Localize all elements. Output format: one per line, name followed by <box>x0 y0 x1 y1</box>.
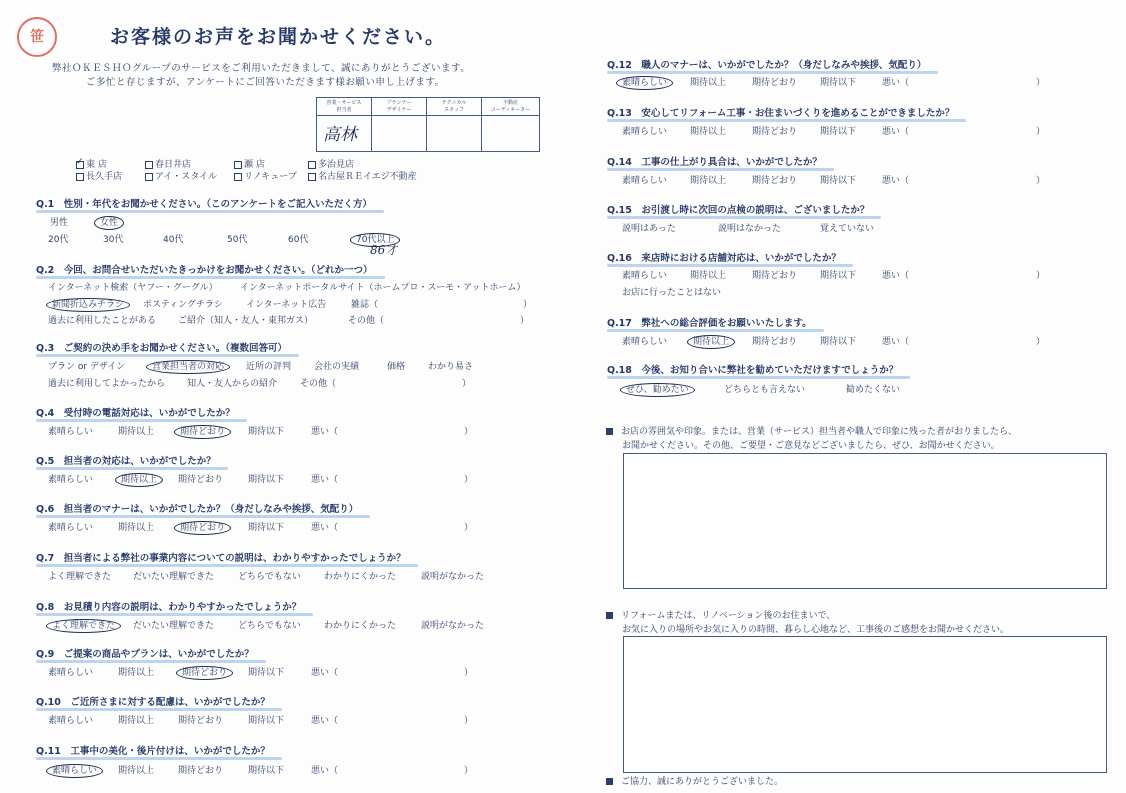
option-other[interactable]: その他（ <box>348 316 385 326</box>
paren-close: ） <box>1036 176 1046 186</box>
question-heading: Q.7 担当者による弊社の事業内容についての説明は、わかりやすかったでしょうか？ <box>36 550 406 564</box>
paren-close: ） <box>462 379 472 389</box>
comment-prompt-1: お店の雰囲気や印象。または、営業（サービス）担当者や職人で印象に残った者がおりましたら、 <box>606 424 1017 437</box>
handwritten-age: 86才 <box>370 243 398 257</box>
comment-box-1[interactable] <box>623 453 1107 589</box>
option[interactable]: わかりにくかった <box>324 572 397 582</box>
square-bullet-icon <box>606 778 613 785</box>
option[interactable]: よく理解できた <box>48 572 112 582</box>
store-checkbox[interactable]: 長久手店 <box>76 169 122 182</box>
paren-close: ） <box>1036 127 1046 137</box>
option[interactable]: 期待以上 <box>690 127 727 137</box>
option-other[interactable]: 悪い（ <box>311 475 339 485</box>
paren-close: ） <box>1036 337 1046 347</box>
option[interactable]: 60代 <box>288 235 309 245</box>
question-heading: Q.8 お見積り内容の説明は、わかりやすかったでしょうか？ <box>36 599 301 613</box>
store-checkbox[interactable]: 名古屋ＲＥイエジ不動産 <box>308 169 417 182</box>
option[interactable]: どちらとも言えない <box>724 385 806 395</box>
question-heading: Q.6 担当者のマナーは、いかがでしたか？（身だしなみや挨拶、気配り） <box>36 501 358 515</box>
option-other[interactable]: 悪い（ <box>882 337 910 347</box>
option-other[interactable]: 悪い（ <box>311 427 339 437</box>
option[interactable]: わかり易さ <box>428 362 474 372</box>
paren-close: ） <box>523 300 533 310</box>
option[interactable]: 近所の評判 <box>246 362 292 372</box>
question-heading: Q.1 性別・年代をお聞かせください。（このアンケートをご記入いただく方） <box>36 196 372 210</box>
option[interactable]: 知人・友人からの紹介 <box>187 379 278 389</box>
option[interactable]: お店に行ったことはない <box>622 288 722 298</box>
paren-close: ） <box>1036 271 1046 281</box>
question-heading: Q.13 安心してリフォーム工事・お住まいづくりを進めることができましたか？ <box>607 105 954 119</box>
option[interactable]: 期待以下 <box>248 766 285 776</box>
option[interactable]: 男性 <box>50 218 69 228</box>
option[interactable]: 過去に利用してよかったから <box>48 379 166 389</box>
option[interactable]: 期待以下 <box>820 337 857 347</box>
option[interactable]: 期待以下 <box>248 716 285 726</box>
option[interactable]: 期待以下 <box>248 427 285 437</box>
option-other[interactable]: 悪い（ <box>311 766 339 776</box>
checkbox-icon <box>308 161 316 169</box>
option-other[interactable]: 悪い（ <box>882 271 910 281</box>
comment-prompt-2b: お気に入りの場所やお気に入りの時間、暮らし心地など、工事後のご感想をお聞かせください。 <box>622 625 1010 635</box>
option[interactable]: 期待どおり <box>178 766 224 776</box>
option-other[interactable]: 悪い（ <box>311 523 339 533</box>
option[interactable]: 素晴らしい <box>48 475 94 485</box>
staff-header-technical: テクニカル スタッフ <box>427 99 481 116</box>
seal-stamp: 笹 <box>17 17 57 57</box>
option[interactable]: どちらでもない <box>238 621 301 631</box>
question-heading: Q.10 ご近所さまに対する配慮は、いかがでしたか？ <box>36 694 270 708</box>
option[interactable]: ご紹介（知人・友人・東邦ガス） <box>178 316 314 326</box>
option[interactable]: 期待以下 <box>248 475 285 485</box>
option[interactable]: 説明はなかった <box>718 224 782 234</box>
option-selected[interactable]: ぜひ、勧めたい <box>620 383 695 397</box>
store-checkbox[interactable]: 瀬 店 <box>234 157 265 170</box>
intro-line-1: 弊社ＯＫＥＳＨＯグループのサービスをご利用いただきまして、誠にありがとうございます。 <box>52 63 471 74</box>
option[interactable]: 期待以下 <box>248 523 285 533</box>
checkbox-icon <box>145 161 153 169</box>
question-heading: Q.9 ご提案の商品やプランは、いかがでしたか？ <box>36 646 254 660</box>
option[interactable]: インターネット広告 <box>246 300 327 310</box>
staff-header-planner: プランナー デザイナー <box>372 99 426 116</box>
option-other[interactable]: 悪い（ <box>882 176 910 186</box>
option[interactable]: 期待どおり <box>752 176 798 186</box>
option[interactable]: だいたい理解できた <box>133 572 215 582</box>
option[interactable]: 期待以上 <box>118 668 155 678</box>
option[interactable]: 期待以上 <box>690 176 727 186</box>
paren-close: ） <box>464 475 474 485</box>
staff-header-sales: 営業・サービス 担当者 <box>317 99 371 116</box>
option[interactable]: 会社の実績 <box>314 362 360 372</box>
store-checkbox[interactable]: 春日井店 <box>145 157 191 170</box>
option[interactable]: 20代 <box>48 235 69 245</box>
question-heading: Q.3 ご契約の決め手をお聞かせください。（複数回答可） <box>36 340 287 354</box>
option[interactable]: 素晴らしい <box>48 523 94 533</box>
checkbox-icon <box>145 173 153 181</box>
option[interactable]: 期待以下 <box>820 127 857 137</box>
option[interactable]: 素晴らしい <box>622 127 668 137</box>
store-checkbox[interactable]: リノキューブ <box>234 169 297 182</box>
option[interactable]: 30代 <box>103 235 124 245</box>
option[interactable]: 期待どおり <box>752 271 798 281</box>
staff-header-realestate: 不動産 コーディネーター <box>482 99 539 116</box>
question-heading: Q.15 お引渡し時に次回の点検の説明は、ございましたか？ <box>607 202 869 216</box>
option-selected[interactable]: 70代以上 <box>350 233 400 247</box>
question-heading: Q.18 今後、お知り合いに弊社を勧めていただけますでしょうか？ <box>607 362 898 376</box>
option[interactable]: 期待どおり <box>178 716 224 726</box>
thanks-line: ご協力、誠にありがとうございました。 <box>606 774 783 787</box>
option[interactable]: ポスティングチラシ <box>143 300 223 310</box>
question-heading: Q.5 担当者の対応は、いかがでしたか？ <box>36 453 216 467</box>
option[interactable]: 覚えていない <box>820 224 875 234</box>
question-heading: Q.2 今回、お問合せいただいたきっかけをお聞かせください。（どれか一つ） <box>36 262 373 276</box>
option[interactable]: 期待以下 <box>820 78 857 88</box>
paren-close: ） <box>464 716 474 726</box>
checkbox-icon <box>234 161 242 169</box>
staff-sales-name: 高林 <box>323 125 357 145</box>
option[interactable]: 説明はあった <box>622 224 676 234</box>
square-bullet-icon <box>606 612 613 619</box>
checkbox-checked-icon <box>76 161 84 169</box>
staff-table <box>316 97 540 152</box>
option[interactable]: プラン or デザイン <box>48 362 126 372</box>
option[interactable]: 素晴らしい <box>622 337 668 347</box>
option[interactable]: 期待以上 <box>118 523 155 533</box>
option-selected[interactable]: 新聞折込みチラシ <box>46 298 130 312</box>
store-checkbox[interactable]: 多治見店 <box>308 157 354 170</box>
question-heading: Q.11 工事中の美化・後片付けは、いかがでしたか？ <box>36 743 270 757</box>
question-heading: Q.12 職人のマナーは、いかがでしたか？（身だしなみや挨拶、気配り） <box>607 57 926 71</box>
option[interactable]: 説明がなかった <box>421 572 485 582</box>
option-other[interactable]: その他（ <box>300 379 337 389</box>
option-selected[interactable]: 期待どおり <box>174 521 231 535</box>
intro-line-2: ご多忙と存じますが、アンケートにご回答いただきます様お願い申し上げます。 <box>86 77 445 88</box>
option[interactable]: 期待以上 <box>118 427 155 437</box>
option-selected[interactable]: 営業担当者の対応 <box>146 360 230 374</box>
checkbox-icon <box>76 173 84 181</box>
option-other[interactable]: 雑誌（ <box>351 300 379 310</box>
option-other[interactable]: 悪い（ <box>882 78 910 88</box>
paren-close: ） <box>464 523 474 533</box>
option[interactable]: 価格 <box>387 362 406 372</box>
option-selected[interactable]: 期待どおり <box>176 666 233 680</box>
option[interactable]: 50代 <box>227 235 248 245</box>
option[interactable]: 40代 <box>163 235 184 245</box>
question-heading: Q.4 受付時の電話対応は、いかがでしたか？ <box>36 405 235 419</box>
option-other[interactable]: 悪い（ <box>311 668 339 678</box>
comment-prompt-1b: お聞かせください。その他、ご要望・ご意見などございましたら、ぜひ、お聞かせください。 <box>622 441 1000 451</box>
option[interactable]: 期待以下 <box>820 176 857 186</box>
paren-close: ） <box>520 316 530 326</box>
option[interactable]: 過去に利用したことがある <box>48 316 157 326</box>
option[interactable]: 素晴らしい <box>622 176 668 186</box>
store-checkbox[interactable]: ✓東 店 <box>76 157 107 170</box>
option-selected[interactable]: 素晴らしい <box>46 764 103 778</box>
option-selected[interactable]: 期待以上 <box>115 473 163 487</box>
option[interactable]: 素晴らしい <box>48 716 94 726</box>
option[interactable]: インターネット検索（ヤフー・グーグル） <box>48 283 218 293</box>
paren-close: ） <box>464 668 474 678</box>
option-selected[interactable]: よく理解できた <box>46 619 121 633</box>
option[interactable]: 期待以上 <box>690 271 727 281</box>
option-selected[interactable]: 期待どおり <box>174 425 231 439</box>
option[interactable]: だいたい理解できた <box>133 621 215 631</box>
option-other[interactable]: 悪い（ <box>882 127 910 137</box>
question-heading: Q.16 来店時における店舗対応は、いかがでしたか？ <box>607 250 841 264</box>
paren-close: ） <box>464 766 474 776</box>
square-bullet-icon <box>606 428 613 435</box>
option[interactable]: 期待どおり <box>752 127 798 137</box>
option[interactable]: インターネットポータルサイト（ホームプロ・スーモ・アットホーム） <box>240 283 526 293</box>
question-heading: Q.17 弊社への総合評価をお願いいたします。 <box>607 315 812 329</box>
option-selected[interactable]: 素晴らしい <box>616 76 673 90</box>
option[interactable]: 素晴らしい <box>48 668 94 678</box>
checkbox-icon <box>234 173 242 181</box>
option[interactable]: 期待以上 <box>118 766 155 776</box>
option[interactable]: 期待以上 <box>118 716 155 726</box>
option[interactable]: 素晴らしい <box>48 427 94 437</box>
option[interactable]: 期待以下 <box>248 668 285 678</box>
option[interactable]: 素晴らしい <box>622 271 668 281</box>
option[interactable]: わかりにくかった <box>324 621 397 631</box>
question-heading: Q.14 工事の仕上がり具合は、いかがでしたか？ <box>607 154 822 168</box>
option-selected[interactable]: 女性 <box>94 216 124 230</box>
page-title: お客様のお声をお聞かせください。 <box>110 26 447 48</box>
comment-box-2[interactable] <box>623 636 1107 773</box>
option-selected[interactable]: 期待以上 <box>687 335 735 349</box>
paren-close: ） <box>1036 78 1046 88</box>
checkbox-icon <box>308 173 316 181</box>
option[interactable]: 期待どおり <box>178 475 224 485</box>
option[interactable]: 期待以上 <box>690 78 727 88</box>
option[interactable]: 勧めたくない <box>846 385 901 395</box>
option[interactable]: どちらでもない <box>238 572 301 582</box>
option[interactable]: 期待以下 <box>820 271 857 281</box>
paren-close: ） <box>464 427 474 437</box>
option[interactable]: 期待どおり <box>752 78 798 88</box>
comment-prompt-2: リフォームまたは、リノベーション後のお住まいで、 <box>606 608 835 621</box>
option[interactable]: 説明がなかった <box>421 621 485 631</box>
store-checkbox[interactable]: アイ・スタイル <box>145 169 217 182</box>
option-other[interactable]: 悪い（ <box>311 716 339 726</box>
option[interactable]: 期待どおり <box>752 337 798 347</box>
